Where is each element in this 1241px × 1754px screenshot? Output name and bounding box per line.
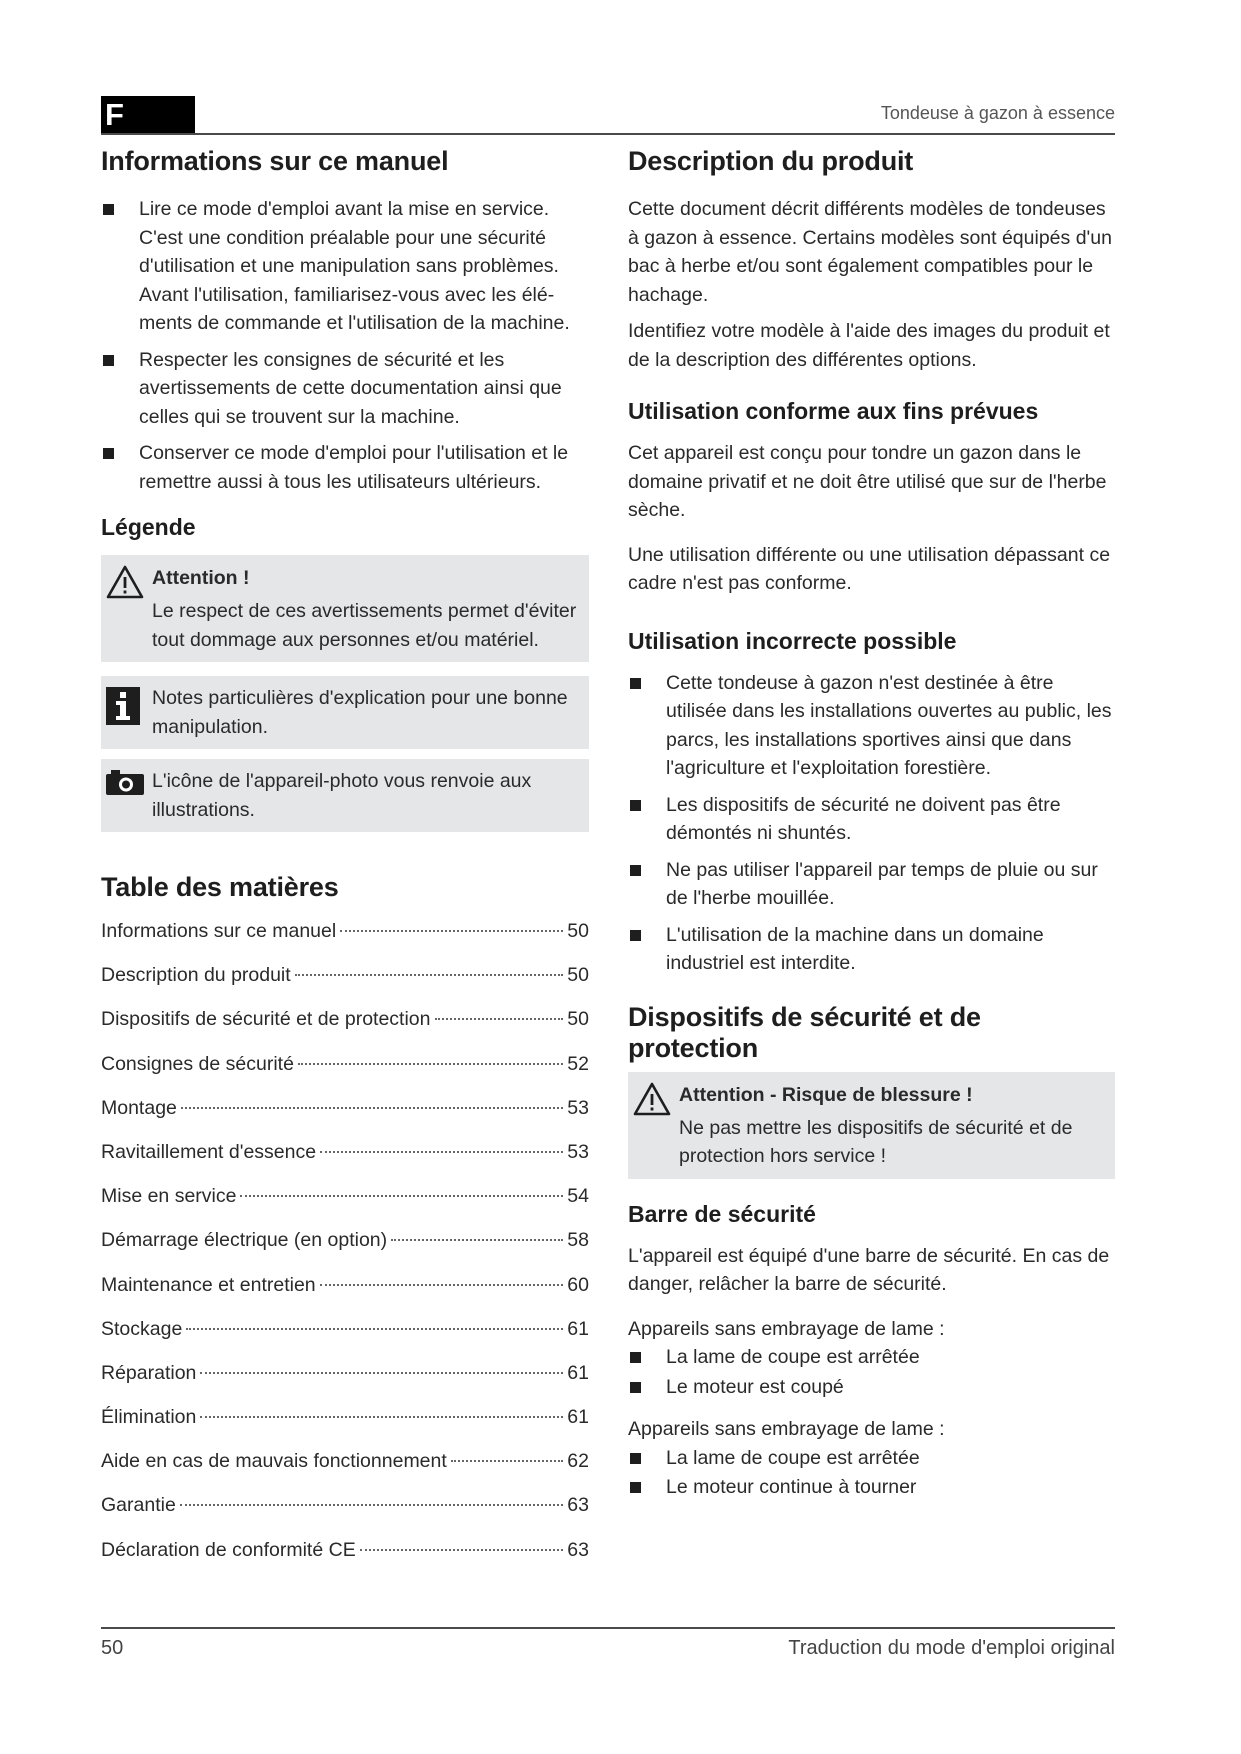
group-list <box>628 1444 1115 1502</box>
info-text: Notes particulières d'explication pour une bonne manipulation. <box>152 687 568 738</box>
list-item: La lame de coupe est arrêtée <box>628 1343 1115 1372</box>
toc-page-number: 52 <box>567 1052 589 1075</box>
info-icon <box>105 686 141 731</box>
toc-label: Élimination <box>101 1406 197 1429</box>
toc-page-number: 63 <box>567 1494 589 1517</box>
list-item: Le moteur est coupé <box>628 1373 1115 1402</box>
safety-bar-paragraph: L'appareil est équipé d'une barre de sécurité. En cas de danger, relâcher la barre de sécurité. <box>628 1244 1110 1295</box>
toc-leader <box>295 974 564 976</box>
product-paragraph: Identifiez votre modèle à l'aide des images du produit et de la description des différentes options. <box>628 320 1110 371</box>
bullet-square-icon <box>630 930 641 941</box>
warning-triangle-icon <box>106 564 144 605</box>
list-item: Cette tondeuse à gazon n'est destinée à être utilisée dans les installations ouvertes au public, les parcs, les installations sportives ainsi que dans l'agriculture et l'exploitation forestière. <box>628 669 1115 783</box>
list-item: Le moteur continue à tourner <box>628 1473 1115 1502</box>
legend-heading: Légende <box>101 514 196 540</box>
toc-leader <box>451 1460 564 1462</box>
toc-page-number: 50 <box>567 920 589 942</box>
toc-page-number: 60 <box>567 1273 589 1296</box>
toc-entry <box>101 1536 589 1580</box>
toc-page-number: 53 <box>567 1096 589 1119</box>
toc-leader <box>435 1018 564 1020</box>
toc-entry <box>101 1403 589 1447</box>
bullet-square-icon <box>630 865 641 876</box>
warning-triangle-icon <box>633 1081 671 1122</box>
product-paragraph: Cette document décrit différents modèles de tondeuses à gazon à essence. Certains modèles sont équipés d'un bac à herbe et/ou sont également compatibles pour le hachage. <box>628 198 1112 306</box>
toc-label: Consignes de sécurité <box>101 1052 294 1075</box>
bullet-square-icon <box>630 1352 641 1363</box>
toc-leader <box>340 930 563 932</box>
bullet-square-icon <box>103 355 114 366</box>
bullet-square-icon <box>103 204 114 215</box>
toc-leader <box>391 1239 563 1241</box>
toc-page-number: 50 <box>567 1008 589 1031</box>
toc-heading: Table des matières <box>101 872 339 902</box>
attention-text: Le respect de ces avertissements permet d'éviter tout dommage aux personnes et/ou matériel. <box>152 600 577 651</box>
list-item: La lame de coupe est arrêtée <box>628 1444 1115 1473</box>
bullet-square-icon <box>630 800 641 811</box>
toc-page-number: 54 <box>567 1185 589 1208</box>
toc-page-number: 63 <box>567 1538 589 1561</box>
list-item: Conserver ce mode d'emploi pour l'utilisation et le remettre aussi à tous les utilisateurs ultérieurs. <box>101 439 589 496</box>
toc-entry <box>101 1226 589 1270</box>
list-item: L'utilisation de la machine dans un domaine industriel est interdite. <box>628 921 1115 978</box>
toc-entry <box>101 1491 589 1535</box>
toc-page-number: 53 <box>567 1140 589 1163</box>
intended-use-paragraph: Cet appareil est conçu pour tondre un gazon dans le domaine privatif et ne doit être utilisé que sur de l'herbe sèche. <box>628 442 1107 521</box>
attention-title: Attention ! <box>152 567 250 589</box>
toc-label: Garantie <box>101 1494 176 1517</box>
toc-page-number: 61 <box>567 1361 589 1384</box>
toc-leader <box>200 1416 563 1418</box>
toc-leader <box>200 1372 563 1374</box>
header-title: Tondeuse à gazon à essence <box>880 103 1115 123</box>
toc-leader <box>186 1328 563 1330</box>
page-number: 50 <box>101 1637 124 1659</box>
product-heading: Description du produit <box>628 146 914 176</box>
toc-leader <box>360 1549 564 1551</box>
list-item: Ne pas utiliser l'appareil par temps de pluie ou sur de l'herbe mouillée. <box>628 856 1115 913</box>
toc-entry <box>101 1138 589 1182</box>
bullet-square-icon <box>630 678 641 689</box>
toc-label: Stockage <box>101 1317 183 1340</box>
camera-icon <box>105 768 145 801</box>
toc-entry <box>101 1315 589 1359</box>
toc-label: Aide en cas de mauvais fonctionnement <box>101 1450 447 1473</box>
safety-attention-title: Attention - Risque de blessure ! <box>679 1083 973 1106</box>
intended-use-heading: Utilisation conforme aux fins prévues <box>628 398 1039 424</box>
safety-attention-box <box>628 1072 1115 1179</box>
toc-label: Réparation <box>101 1361 197 1384</box>
list-item: Les dispositifs de sécurité ne doivent pas être démontés ni shuntés. <box>628 791 1115 848</box>
toc-entry <box>101 917 589 961</box>
group-intro: Appareils sans embrayage de lame : <box>628 1317 945 1340</box>
footer-divider <box>101 1627 1115 1629</box>
legend-info-box <box>101 676 589 749</box>
toc-page-number: 50 <box>567 964 589 987</box>
toc-leader <box>180 1504 564 1506</box>
toc-leader <box>320 1284 564 1286</box>
toc-label: Description du produit <box>101 964 291 987</box>
legend-attention-box <box>101 555 589 662</box>
toc-label: Maintenance et entretien <box>101 1273 316 1296</box>
list-item: Respecter les consignes de sécurité et les avertissements de cette documentation ainsi que celles qui se trouvent sur la machine. <box>101 346 589 432</box>
toc-entry <box>101 961 589 1005</box>
safety-heading: Dispositifs de sécurité et de protection <box>628 1001 981 1063</box>
manual-info-heading: Informations sur ce manuel <box>101 146 449 176</box>
safety-attention-text: Ne pas mettre les dispositifs de sécurité et de protection hors service ! <box>679 1116 1073 1167</box>
legend-camera-box <box>101 759 589 832</box>
toc-entry <box>101 1094 589 1138</box>
toc-label: Dispositifs de sécurité et de protection <box>101 1008 431 1031</box>
toc-entry <box>101 1005 589 1049</box>
header-divider <box>101 133 1115 135</box>
bullet-square-icon <box>630 1382 641 1393</box>
bullet-square-icon <box>630 1453 641 1464</box>
toc-entry <box>101 1271 589 1315</box>
toc-page-number: 62 <box>567 1450 589 1473</box>
toc-leader <box>298 1063 563 1065</box>
safety-bar-heading: Barre de sécurité <box>628 1200 816 1227</box>
toc-label: Ravitaillement d'essence <box>101 1140 317 1163</box>
camera-text: L'icône de l'appareil-photo vous renvoie aux illustrations. <box>152 770 532 821</box>
intended-use-paragraph: Une utilisation différente ou une utilisation dépassant ce cadre n'est pas conforme. <box>628 543 1111 594</box>
toc-entry <box>101 1447 589 1491</box>
toc-page-number: 61 <box>567 1406 589 1429</box>
misuse-heading: Utilisation incorrecte possible <box>628 627 957 654</box>
toc-leader <box>320 1151 563 1153</box>
left-column <box>101 146 589 1580</box>
manual-info-list <box>101 195 589 496</box>
toc-page-number: 61 <box>567 1317 589 1340</box>
toc-entry <box>101 1359 589 1403</box>
right-column <box>628 146 1115 1512</box>
toc-label: Mise en service <box>101 1185 237 1208</box>
toc-leader <box>240 1195 563 1197</box>
toc-leader <box>181 1107 563 1109</box>
table-of-contents <box>101 917 589 1580</box>
toc-page-number: 58 <box>567 1229 589 1252</box>
bullet-square-icon <box>630 1482 641 1493</box>
list-item: Lire ce mode d'emploi avant la mise en service. C'est une condition préalable pour une sécurité d'utilisation et une manipulation sans problèmes. Avant l'utilisation, familiarisez-vous avec les élé-ments de commande et l'utilisation de la machine. <box>101 195 589 338</box>
toc-label: Démarrage électrique (en option) <box>101 1229 388 1252</box>
language-tag: F <box>101 96 195 134</box>
toc-label: Montage <box>101 1096 177 1119</box>
toc-entry <box>101 1050 589 1094</box>
footer-note: Traduction du mode d'emploi original <box>788 1637 1115 1659</box>
group-intro: Appareils sans embrayage de lame : <box>628 1418 945 1440</box>
bullet-square-icon <box>103 448 114 459</box>
misuse-list <box>628 669 1115 978</box>
toc-entry <box>101 1182 589 1226</box>
toc-label: Déclaration de conformité CE <box>101 1538 356 1561</box>
toc-label: Informations sur ce manuel <box>101 920 337 942</box>
group-list <box>628 1343 1115 1401</box>
